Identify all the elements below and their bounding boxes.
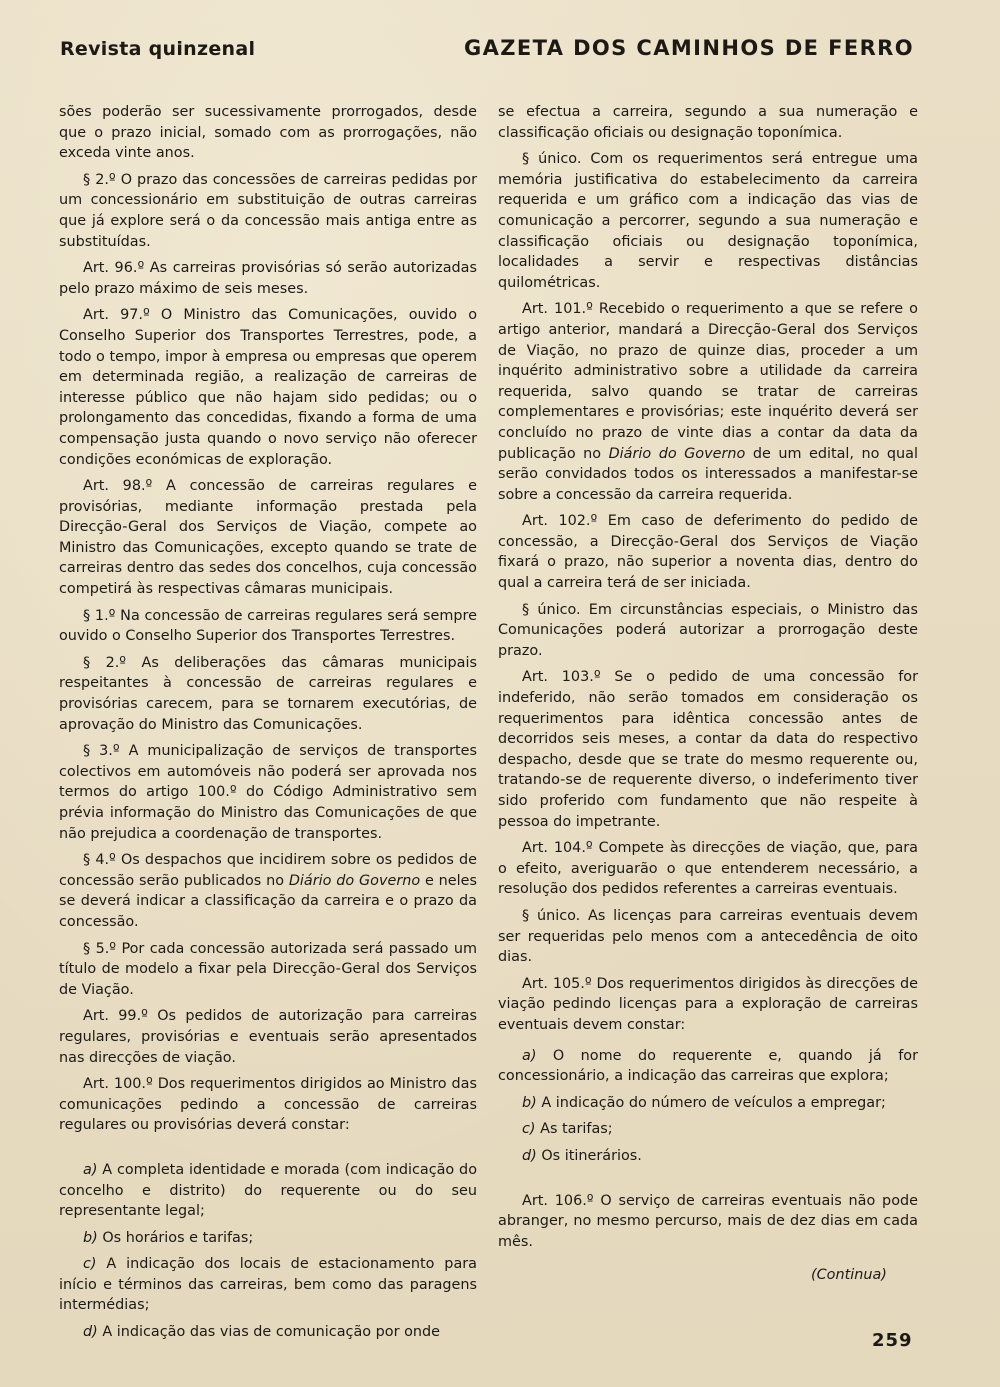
paragraph: § 1.º Na concessão de carreiras regulares será sempre ouvido o Conselho Superior dos Transportes Terrestres.	[59, 607, 477, 645]
paragraph: sões poderão ser sucessivamente prorrogados, desde que o prazo inicial, somado com as prorrogações, não exceda vinte anos.	[59, 104, 477, 162]
text-run: de um edital, no qual serão convidados todos os interessados a manifestar-se sobre a concessão da carreira requerida.	[498, 445, 918, 503]
continua-note: (Continua)	[811, 1267, 887, 1283]
list-item	[59, 1322, 477, 1343]
page-number: 259	[872, 1330, 913, 1351]
list-item	[498, 1146, 918, 1167]
text-run: e neles se deverá indicar a classificação da carreira e o prazo da concessão.	[59, 872, 478, 930]
paragraph: § 3.º A municipalização de serviços de transportes colectivos em automóveis não poderá ser aprovada nos termos do artigo 100.º do Código Administrativo sem prévia informação do Ministro das Comunicações de que não prejudica a coordenação de transportes.	[59, 743, 477, 842]
paragraph: Art. 97.º O Ministro das Comunicações, ouvido o Conselho Superior dos Transportes Terrestres, pode, a todo o tempo, impor à empresa ou empresas que operem em determinada região, a realização de carreiras de interesse público que não hajam sido pedidas; ou o prolongamento das concedidas, fixando a forma de uma compensação justa quando o novo serviço não oferecer condições económicas de exploração.	[59, 307, 477, 468]
list-item	[498, 1046, 918, 1087]
italic-text: Diário do Governo	[288, 872, 421, 889]
paragraph: § 5.º Por cada concessão autorizada será passado um título de modelo a fixar pela Direcção-Geral dos Serviços de Viação.	[59, 940, 477, 998]
left-text-column	[59, 102, 477, 1349]
text-run: § 4.º Os despachos que incidirem sobre os pedidos de concessão serão publicados no	[59, 852, 477, 889]
list-item	[498, 1119, 918, 1140]
header-gazeta-title: GAZETA DOS CAMINHOS DE FERRO	[463, 36, 914, 60]
paragraph: Art. 99.º Os pedidos de autorização para carreiras regulares, provisórias e eventuais serão apresentados nas direcções de viação.	[59, 1008, 477, 1066]
paragraph: § 2.º As deliberações das câmaras municipais respeitantes à concessão de carreiras regulares e provisórias carecem, para se tornarem executórias, de aprovação do Ministro das Comunicações.	[59, 654, 477, 733]
list-marker: a)	[83, 1161, 98, 1178]
paragraph: Art. 100.º Dos requerimentos dirigidos ao Ministro das comunicações pedindo a concessão de carreiras regulares ou provisórias deverá constar:	[59, 1076, 477, 1134]
paragraph: se efectua a carreira, segundo a sua numeração e classificação oficiais ou designação toponímica.	[498, 104, 918, 141]
list-marker: b)	[522, 1094, 537, 1111]
list-item	[498, 1093, 918, 1114]
text-run: O nome do requerente e, quando já for concessionário, a indicação das carreiras que explora;	[498, 1047, 918, 1085]
paragraph: Art. 102.º Em caso de deferimento do pedido de concessão, a Direcção-Geral dos Serviços de Viação fixará o prazo, não superior a noventa dias, dentro do qual a carreira terá de ser iniciada.	[498, 513, 918, 592]
text-run: Art. 101.º Recebido o requerimento a que se refere o artigo anterior, mandará a Direcção-Geral dos Serviços de Viação, no prazo de quinze dias, proceder a um inquérito administrativo sobre a utilidade da carreira requerida, salvo quando se tratar de carreiras complementares e provisórias; este inquérito deverá ser concluído no prazo de vinte dias a contar da data da publicação no	[498, 301, 918, 462]
right-text-column	[498, 102, 918, 1258]
paragraph: Art. 106.º O serviço de carreiras eventuais não pode abranger, no mesmo percurso, mais de dez dias em cada mês.	[498, 1192, 918, 1250]
paragraph: Art. 103.º Se o pedido de uma concessão for indeferido, não serão tomados em consideração os requerimentos para idêntica concessão antes de decorridos seis meses, a contar da data do respectivo despacho, desde que se trate do mesmo requerente ou, tratando-se de requerente diverso, o indeferimento tiver sido proferido com fundamento que não respeite à pessoa do impetrante.	[498, 669, 918, 830]
paragraph	[498, 299, 918, 505]
header-revista-quinzenal: Revista quinzenal	[60, 38, 256, 60]
text-run: Os horários e tarifas;	[97, 1229, 254, 1246]
list-marker: c)	[83, 1256, 97, 1273]
paragraph: § único. Com os requerimentos será entregue uma memória justificativa do estabelecimento da carreira requerida e um gráfico com a indicação das vias de comunicação a percorrer, segundo a sua numeração e classificação oficiais ou designação toponímica, localidades a servir e respectivas distâncias quilométricas.	[498, 151, 918, 291]
text-run: A indicação do número de veículos a empregar;	[536, 1094, 886, 1111]
list-marker: c)	[522, 1121, 536, 1138]
italic-text: Diário do Governo	[608, 445, 746, 462]
paragraph	[59, 850, 477, 932]
text-run: A indicação das vias de comunicação por onde	[97, 1324, 440, 1341]
paragraph: Art. 104.º Compete às direcções de viação, que, para o efeito, averiguarão o que entenderem necessário, a resolução dos pedidos referentes a carreiras eventuais.	[498, 840, 918, 898]
paragraph: § 2.º O prazo das concessões de carreiras pedidas por um concessionário em substituição de outras carreiras que já explore será o da concessão mais antiga entre as substituídas.	[59, 171, 477, 250]
text-run: A indicação dos locais de estacionamento para início e términos das carreiras, bem como das paragens intermédias;	[59, 1256, 477, 1314]
text-run: As tarifas;	[535, 1121, 613, 1138]
paragraph: Art. 98.º A concessão de carreiras regulares e provisórias, mediante informação prestada pela Direcção-Geral dos Serviços de Viação, compete ao Ministro das Comunicações, excepto quando se trate de carreiras dentro das sedes dos concelhos, cuja concessão competirá às respectivas câmaras municipais.	[59, 478, 477, 598]
text-run: Os itinerários.	[536, 1147, 642, 1164]
paragraph: § único. Em circunstâncias especiais, o Ministro das Comunicações poderá autorizar a prorrogação deste prazo.	[498, 601, 918, 659]
list-marker: d)	[522, 1147, 537, 1164]
list-marker: d)	[83, 1324, 98, 1341]
paragraph: § único. As licenças para carreiras eventuais devem ser requeridas pelo menos com a antecedência de oito dias.	[498, 907, 918, 966]
list-item	[59, 1160, 477, 1222]
list-item	[59, 1228, 477, 1249]
paragraph: Art. 105.º Dos requerimentos dirigidos às direcções de viação pedindo licenças para a exploração de carreiras eventuais devem constar:	[498, 975, 918, 1033]
list-item	[59, 1254, 477, 1316]
paragraph: Art. 96.º As carreiras provisórias só serão autorizadas pelo prazo máximo de seis meses.	[59, 260, 477, 297]
list-marker: a)	[522, 1047, 537, 1064]
text-run: A completa identidade e morada (com indicação do concelho e distrito) do requerente ou do seu representante legal;	[59, 1161, 477, 1220]
list-marker: b)	[83, 1229, 98, 1246]
